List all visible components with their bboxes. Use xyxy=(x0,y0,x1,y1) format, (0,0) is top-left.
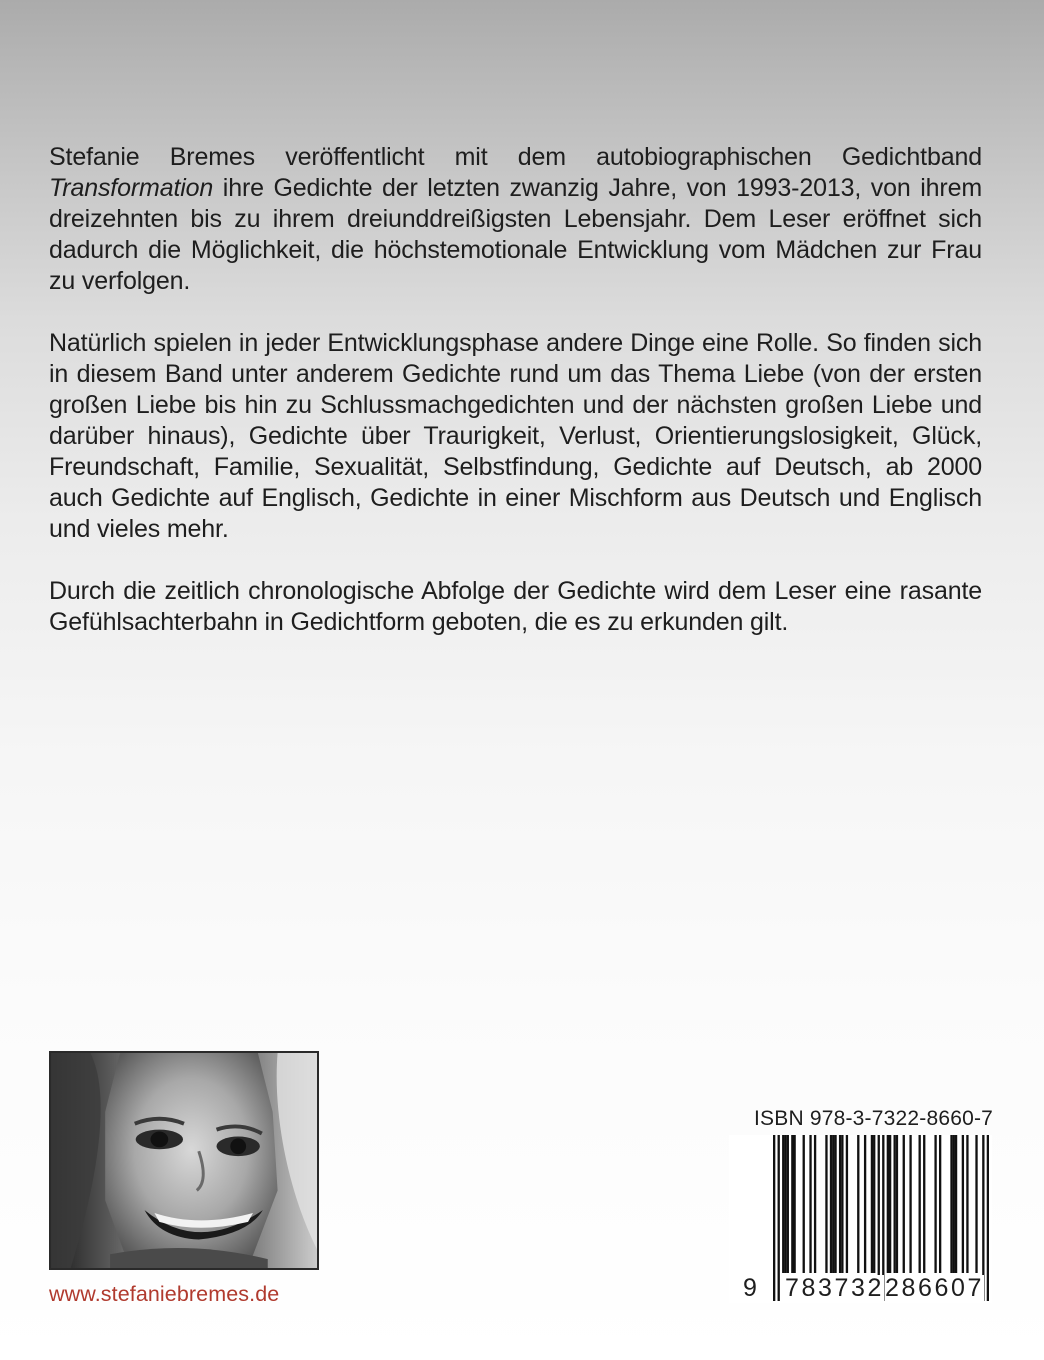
barcode-first-digit: 9 xyxy=(743,1274,760,1302)
barcode-bar xyxy=(834,1135,836,1273)
barcode-bar xyxy=(939,1135,941,1273)
book-title: Transformation xyxy=(49,174,214,202)
blurb-p1-intro: Stefanie Bremes veröffentlicht mit dem autobiographischen Gedichtband xyxy=(49,143,982,171)
barcode-bar xyxy=(793,1135,795,1273)
isbn-barcode xyxy=(729,1135,992,1303)
barcode-bar xyxy=(825,1135,827,1273)
barcode-bar xyxy=(966,1135,968,1273)
barcode-bar xyxy=(871,1135,873,1273)
author-portrait-icon xyxy=(51,1053,317,1268)
barcode-bar xyxy=(784,1135,786,1273)
barcode-bar xyxy=(887,1135,889,1273)
blurb-paragraph-3: Durch die zeitlich chronologische Abfolge der Gedichte wird dem Leser eine rasante Gefühlsachterbahn in Gedichtform geboten, die es zu erkunden gilt. xyxy=(49,577,982,636)
barcode-bar xyxy=(839,1135,841,1273)
barcode-bar xyxy=(962,1135,964,1273)
barcode-bar xyxy=(832,1135,834,1273)
barcode-bar xyxy=(864,1135,866,1273)
barcode-bar xyxy=(923,1135,925,1273)
barcode-bar xyxy=(919,1135,921,1273)
barcode-bar xyxy=(814,1135,816,1273)
blurb-paragraph-1 xyxy=(49,142,982,297)
barcode-bar xyxy=(846,1135,848,1273)
barcode-guard-bar xyxy=(773,1135,775,1301)
barcode-bar xyxy=(873,1135,875,1273)
barcode-guard-bar xyxy=(987,1135,989,1301)
barcode-bar xyxy=(903,1135,905,1273)
barcode-left-digits: 783732 xyxy=(785,1274,885,1302)
barcode-bar xyxy=(975,1135,977,1273)
barcode-bar xyxy=(841,1135,843,1273)
isbn-label: ISBN 978-3-7322-8660-7 xyxy=(754,1107,994,1130)
author-website: www.stefaniebremes.de xyxy=(49,1282,280,1306)
barcode-bar xyxy=(934,1135,936,1273)
barcode-bar xyxy=(803,1135,805,1273)
barcode-bar xyxy=(809,1135,811,1273)
barcode-guard-bar xyxy=(778,1135,780,1301)
barcode-right-digits: 286607 xyxy=(885,1274,985,1302)
barcode-bar xyxy=(791,1135,793,1273)
barcode-bar xyxy=(889,1135,891,1273)
barcode-bar xyxy=(953,1135,955,1273)
barcode-bar xyxy=(782,1135,784,1273)
back-cover-blurb xyxy=(49,142,982,669)
barcode-bar xyxy=(909,1135,911,1273)
blurb-paragraph-2: Natürlich spielen in jeder Entwicklungsphase andere Dinge eine Rolle. So finden sich in diesem Band unter anderem Gedichte rund um das Thema Liebe (von der ersten großen Liebe bis hin zu Schlussmachgedichten und der nächsten großen Liebe und darüber hinaus), Gedichte über Traurigkeit, Verlust, Orientierungslosigkeit, Glück, Freundschaft, Familie, Sexualität, Selbstfindung, Gedichte auf Deutsch, ab 2000 auch Gedichte auf Englisch, Gedichte in einer Mischform aus Deutsch und Englisch und vieles mehr. xyxy=(49,329,982,543)
barcode-bar xyxy=(950,1135,952,1273)
barcode-bar xyxy=(896,1135,898,1273)
blurb-p1-rest: ihre Gedichte der letzten zwanzig Jahre, von 1993-2013, von ihrem dreizehnten bis zu ihrem dreiunddreißigsten Lebensjahr. Dem Leser eröffnet sich dadurch die Möglichkeit, die höchstemotionale Entwicklung vom Mädchen zur Frau zu verfolgen. xyxy=(49,174,982,295)
barcode-bar xyxy=(830,1135,832,1273)
barcode-bar xyxy=(787,1135,789,1273)
barcode-bar xyxy=(894,1135,896,1273)
barcode-bar xyxy=(955,1135,957,1273)
author-photo xyxy=(49,1051,319,1270)
barcode-bar xyxy=(857,1135,859,1273)
